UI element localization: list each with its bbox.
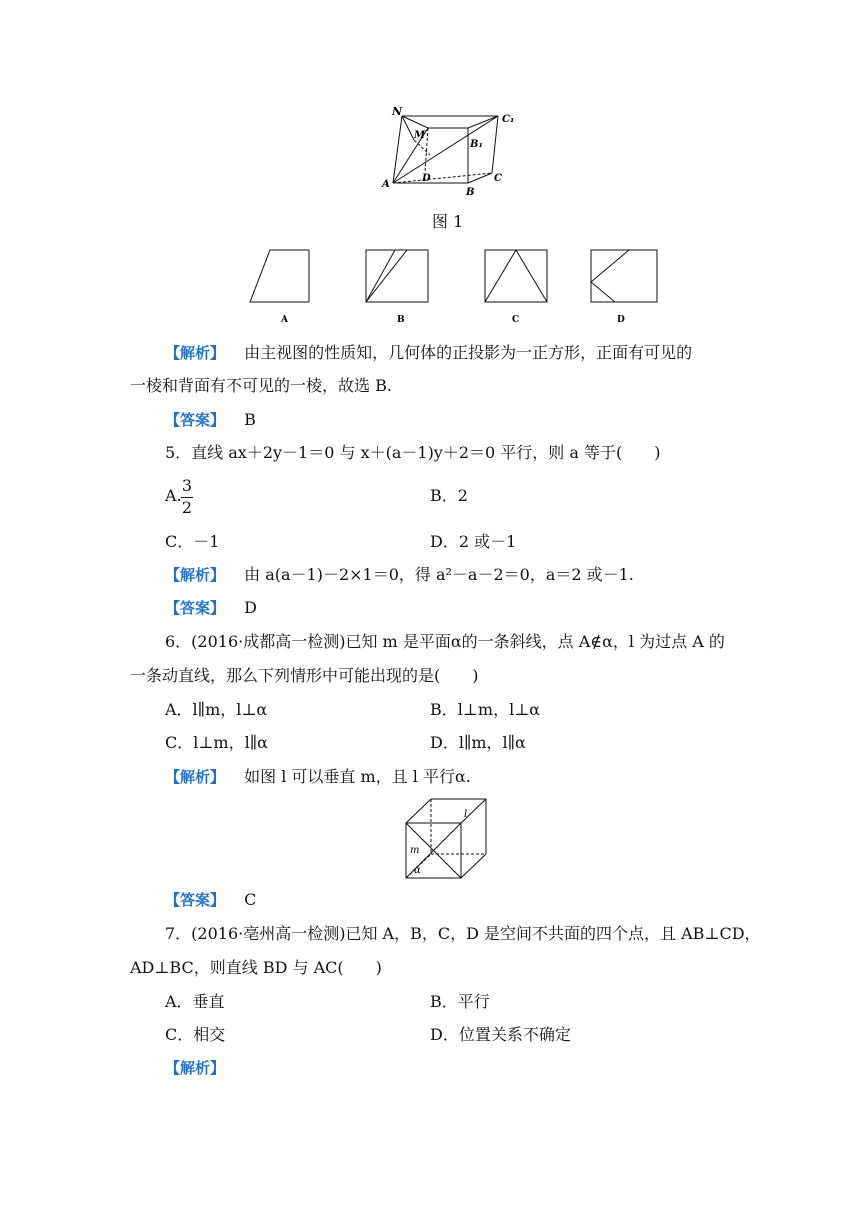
point-label-N: N: [392, 105, 403, 118]
q7-analysis: [165, 1058, 225, 1078]
point-label-A: A: [382, 179, 390, 190]
point-label-B1: B₁: [470, 139, 483, 150]
point-label-C1: C₁: [502, 114, 515, 125]
q6-analysis: [165, 767, 471, 787]
option-label-A: A: [281, 315, 288, 325]
q5-option-a-numerator: 3: [181, 476, 193, 495]
q5-option-b: B．2: [430, 486, 468, 505]
q7-stem-line2: AD⊥BC，则直线 BD 与 AC( ): [130, 958, 382, 977]
q7-option-a: A．垂直: [165, 992, 225, 1011]
q6-option-a: A．l∥m，l⊥α: [165, 700, 268, 719]
q6-option-c: C．l⊥m，l∥α: [165, 733, 268, 752]
option-label-C: C: [512, 315, 520, 325]
q6-answer: [165, 890, 256, 910]
q4-analysis-tag: 【解析】: [165, 344, 226, 362]
q4-answer-tag: 【答案】: [165, 411, 226, 429]
q4-answer-value: B: [244, 410, 256, 429]
q5-answer: [165, 598, 257, 618]
q5-option-a: A.: [165, 486, 182, 505]
q5-answer-value: D: [244, 598, 257, 617]
q6-analysis-text: 如图 l 可以垂直 m，且 l 平行α.: [244, 767, 471, 786]
cube-label-alpha: α: [414, 865, 421, 876]
q4-analysis-line1: [165, 343, 692, 363]
q5-analysis: [165, 565, 634, 585]
q6-option-b: B．l⊥m，l⊥α: [430, 700, 541, 719]
q7-option-d: D．位置关系不确定: [430, 1025, 571, 1044]
q5-analysis-text: 由 a(a－1)－2×1＝0，得 a²－a－2＝0，a＝2 或－1.: [244, 565, 634, 584]
cube-label-l: l: [464, 809, 468, 820]
q5-answer-tag: 【答案】: [165, 599, 226, 617]
point-label-D: D: [422, 173, 431, 184]
point-label-B: B: [466, 187, 475, 198]
q5-option-d: D．2 或－1: [430, 532, 517, 551]
cube-label-m: m: [410, 845, 420, 856]
q7-stem-line1: 7．(2016·亳州高一检测)已知 A，B，C，D 是空间不共面的四个点，且 AB⊥CD，: [165, 924, 761, 943]
point-label-C: C: [494, 173, 502, 184]
q6-stem-line1: 6．(2016·成都高一检测)已知 m 是平面α的一条斜线，点 A∉α，l 为过点 A 的: [165, 632, 725, 651]
q5-option-c: C．－1: [165, 532, 220, 551]
q6-stem-line2: 一条动直线，那么下列情形中可能出现的是( ): [130, 666, 479, 685]
option-figures: [245, 245, 665, 330]
q6-analysis-tag: 【解析】: [165, 768, 226, 786]
figure-1-caption: 图 1: [432, 212, 464, 231]
q6-option-d: D．l∥m，l∥α: [430, 733, 526, 752]
option-label-D: D: [617, 315, 625, 325]
q6-answer-value: C: [244, 890, 257, 909]
q4-analysis-line2: 一棱和背面有不可见的一棱，故选 B.: [130, 376, 392, 395]
figure-1-prism: [370, 100, 530, 200]
q5-analysis-tag: 【解析】: [165, 566, 226, 584]
q5-stem: 5．直线 ax＋2y－1＝0 与 x＋(a－1)y＋2＝0 平行，则 a 等于( ): [165, 443, 661, 462]
q4-answer: [165, 410, 256, 430]
q7-option-b: B．平行: [430, 992, 490, 1011]
q7-option-c: C．相交: [165, 1025, 226, 1044]
q6-answer-tag: 【答案】: [165, 891, 226, 909]
point-label-M: M: [414, 130, 426, 141]
q4-analysis-text: 由主视图的性质知，几何体的正投影为一正方形，正面有可见的: [244, 343, 693, 362]
q5-option-a-denominator: 2: [181, 498, 193, 517]
option-label-B: B: [397, 315, 405, 325]
q6-cube-figure: [400, 795, 495, 885]
q7-analysis-tag: 【解析】: [165, 1059, 226, 1077]
